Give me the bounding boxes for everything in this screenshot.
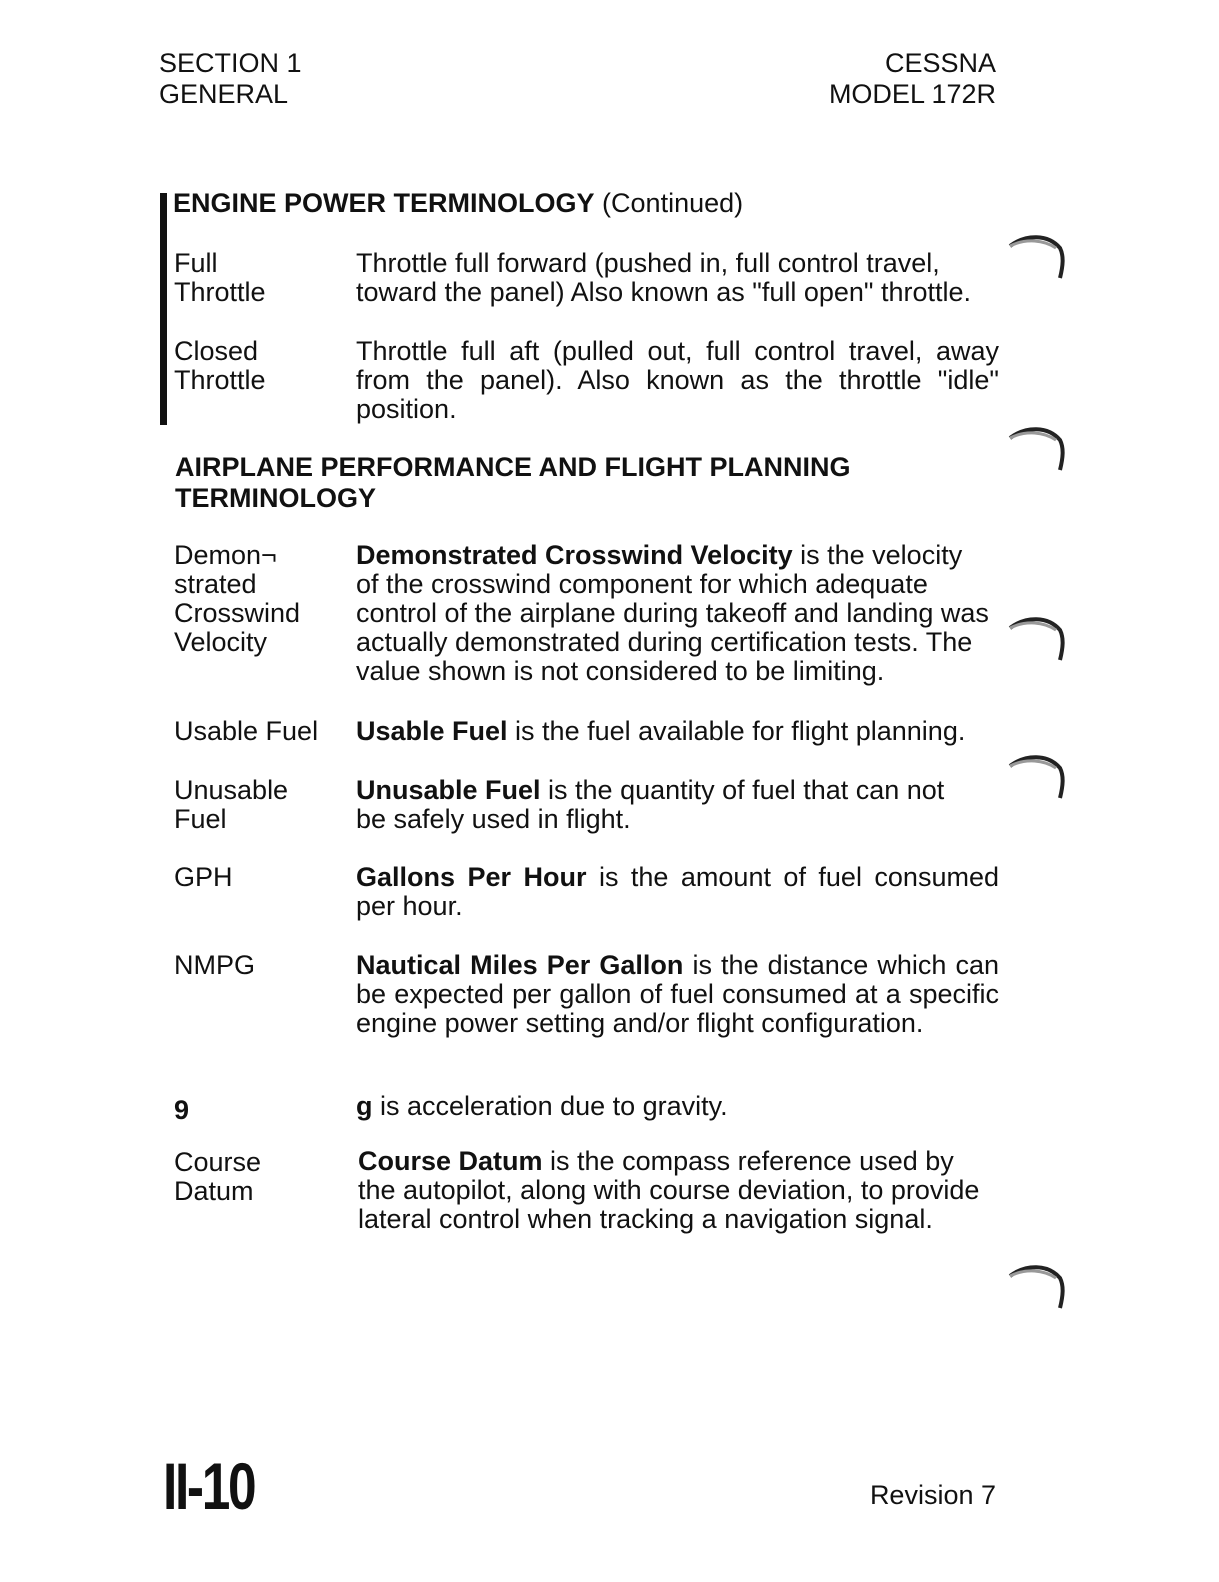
section-number: SECTION 1 xyxy=(159,48,302,78)
definition-course-datum-text: is the compass reference used by the autopilot, along with course deviation, to provide lateral control when tracking a navigation signal. xyxy=(358,1146,980,1234)
definition-crosswind xyxy=(356,541,991,686)
engine-heading-suffix: (Continued) xyxy=(602,188,744,218)
definition-nmpg-bold: Nautical Miles Per Gallon xyxy=(356,950,684,980)
definition-gph-bold: Gallons Per Hour xyxy=(356,862,587,892)
definition-unusable-fuel-text: is the quantity of fuel that can not be safely used in flight. xyxy=(356,775,945,834)
binder-hole-icon xyxy=(1008,1262,1066,1310)
term-course-datum: Course Datum xyxy=(174,1147,262,1206)
section-header xyxy=(159,48,302,110)
definition-g-bold: g xyxy=(356,1091,373,1121)
definition-full-throttle: Throttle full forward (pushed in, full control travel, toward the panel) Also known as "full open" throttle. xyxy=(356,248,972,307)
binder-hole-icon xyxy=(1008,614,1066,662)
engine-heading-title: ENGINE POWER TERMINOLOGY xyxy=(173,188,595,218)
definition-nmpg-text: is the distance which can be expected per gallon of fuel consumed at a specific engine power setting and/or flight configuration. xyxy=(356,950,999,1038)
binder-hole-icon xyxy=(1008,232,1066,280)
page-number: II-10 xyxy=(163,1449,255,1523)
section-title: GENERAL xyxy=(159,79,289,109)
term-nmpg: NMPG xyxy=(174,950,255,980)
manufacturer: CESSNA xyxy=(884,48,996,78)
revision-change-bar xyxy=(160,193,167,425)
definition-nmpg xyxy=(356,951,999,1038)
term-gph: GPH xyxy=(174,862,233,892)
term-closed-throttle: Closed Throttle xyxy=(174,336,266,395)
term-unusable-fuel: Unusable Fuel xyxy=(174,775,289,834)
definition-g xyxy=(356,1092,999,1121)
definition-crosswind-bold: Demonstrated Crosswind Velocity xyxy=(356,540,793,570)
revision-label: Revision 7 xyxy=(869,1480,996,1510)
definition-unusable-fuel xyxy=(356,776,981,834)
definition-closed-throttle: Throttle full aft (pulled out, full control travel, away from the panel). Also known as the throttle "idle" position. xyxy=(356,336,999,424)
definition-usable-fuel xyxy=(356,717,999,746)
definition-gph xyxy=(356,863,999,921)
binder-hole-icon xyxy=(1008,424,1066,472)
term-crosswind: Demon¬ strated Crosswind Velocity xyxy=(174,540,301,657)
binder-hole-icon xyxy=(1008,752,1066,800)
engine-section-heading xyxy=(173,188,743,219)
model-name: MODEL 172R xyxy=(828,79,996,109)
definition-course-datum xyxy=(358,1147,983,1234)
definition-usable-fuel-text: is the fuel available for flight planning. xyxy=(507,716,966,746)
definition-g-text: is acceleration due to gravity. xyxy=(372,1091,728,1121)
performance-section-heading: AIRPLANE PERFORMANCE AND FLIGHT PLANNING TERMINOLOGY xyxy=(175,452,851,513)
term-full-throttle: Full Throttle xyxy=(174,248,266,307)
term-usable-fuel: Usable Fuel xyxy=(174,716,319,746)
definition-crosswind-text: is the velocity of the crosswind component for which adequate control of the airplane during takeoff and landing was actually demonstrated during certification tests. The value shown is not considered to be limiting. xyxy=(356,540,989,686)
model-header xyxy=(829,48,996,110)
definition-usable-fuel-bold: Usable Fuel xyxy=(356,716,508,746)
definition-gph-text: is the amount of fuel consumed per hour. xyxy=(356,862,999,921)
definition-unusable-fuel-bold: Unusable Fuel xyxy=(356,775,541,805)
definition-course-datum-bold: Course Datum xyxy=(358,1146,543,1176)
term-g: 9 xyxy=(174,1095,190,1125)
